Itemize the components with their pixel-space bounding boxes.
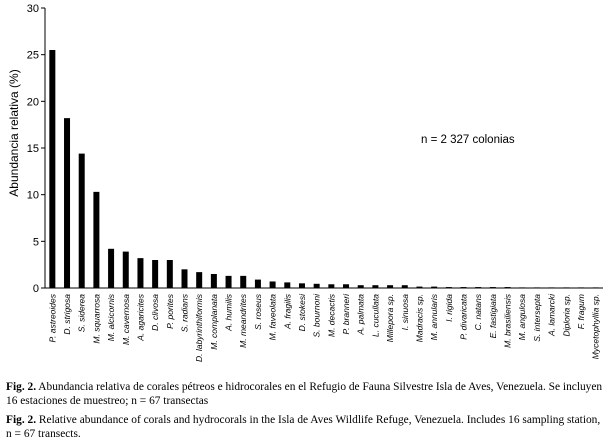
x-tick-label: D. labyrinthiformis <box>194 294 205 363</box>
bar <box>461 287 467 288</box>
x-tick-label: S. roseus <box>252 294 263 330</box>
x-tick-label: D. stokesi <box>296 294 307 332</box>
x-tick-label: M. annularis <box>429 294 440 341</box>
bar <box>416 287 422 288</box>
bar <box>226 276 232 288</box>
caption-spanish-label: Fig. 2. <box>6 381 37 393</box>
bar <box>343 284 349 288</box>
y-tick-label: 20 <box>26 96 39 109</box>
x-tick-label: L. cucullata <box>370 294 381 337</box>
bar <box>563 287 569 288</box>
x-tick-label: S. radians <box>179 294 190 333</box>
caption-english-text: Relative abundance of corals and hydrocorals in the Isla de Aves Wildlife Refuge, Venezuela. Includes 16 sampling station, n = 67 transects. <box>6 414 601 440</box>
x-tick-label: M. brasiliensis <box>502 294 513 348</box>
caption-english-label: Fig. 2. <box>6 414 37 426</box>
bar <box>372 285 378 288</box>
bar <box>314 284 320 288</box>
bar <box>108 249 114 288</box>
bar <box>505 287 511 288</box>
bar <box>167 260 173 288</box>
bar <box>431 287 437 288</box>
x-tick-label: P. divaricata <box>458 294 469 340</box>
x-tick-label: S. bournoni <box>311 294 322 338</box>
x-tick-label: E. fastigiata <box>487 294 498 339</box>
x-tick-label: A. agaricites <box>135 294 146 341</box>
bar <box>270 281 276 288</box>
bar <box>182 269 188 288</box>
x-tick-label: I. rigida <box>443 294 454 322</box>
x-tick-label: I. sinuosa <box>399 294 410 331</box>
x-tick-label: Mycetophyllia sp. <box>590 294 601 360</box>
bar <box>402 285 408 288</box>
x-tick-label: P. porites <box>164 294 175 329</box>
x-tick-label: M. alcicornis <box>106 294 117 342</box>
x-tick-label: A. humilis <box>223 294 234 331</box>
x-tick-label: M. cavernosa <box>120 294 131 346</box>
x-tick-label: Diploria sp. <box>561 294 572 337</box>
x-tick-label: P. branneri <box>341 294 352 335</box>
y-tick-label: 25 <box>26 49 39 62</box>
bar <box>211 274 217 288</box>
x-tick-label: F. fragum <box>575 294 586 330</box>
bar <box>593 287 599 288</box>
bar <box>93 192 99 288</box>
bar <box>519 287 525 288</box>
x-tick-label: M. decactis <box>326 294 337 337</box>
bar <box>49 50 55 288</box>
y-axis-label: Abundancia relativa (%) <box>7 69 21 197</box>
x-tick-label: A. fragilis <box>282 294 293 329</box>
x-tick-label: M. faveolata <box>267 294 278 341</box>
y-tick-label: 15 <box>26 143 39 155</box>
bar <box>240 276 246 288</box>
x-tick-label: Millepora sp. <box>385 294 396 343</box>
bar <box>358 285 364 288</box>
bar <box>255 280 261 288</box>
bar <box>123 252 129 288</box>
bar <box>446 287 452 288</box>
bar <box>490 287 496 288</box>
bar <box>196 272 202 288</box>
bar <box>137 258 143 288</box>
x-tick-label: D. clivosa <box>150 294 161 331</box>
x-tick-label: M. squarrosa <box>91 294 102 344</box>
x-tick-label: P. astreoides <box>47 294 58 343</box>
x-tick-label: S. siderea <box>76 294 87 333</box>
x-tick-label: D. strigosa <box>62 294 73 335</box>
x-tick-label: S. intersepta <box>531 294 542 342</box>
bar <box>387 285 393 288</box>
bar <box>549 287 555 288</box>
bar <box>299 283 305 288</box>
y-tick-label: 0 <box>32 283 39 295</box>
bar <box>534 287 540 288</box>
bar <box>152 260 158 288</box>
caption-spanish <box>6 381 608 408</box>
x-tick-labels <box>47 293 600 362</box>
x-tick-label: M. angulosa <box>517 294 528 341</box>
y-tick-label: 10 <box>26 189 39 202</box>
x-tick-label: M. complanata <box>208 294 219 350</box>
x-tick-label: C. natans <box>473 294 484 331</box>
bar <box>79 154 85 288</box>
caption-spanish-text: Abundancia relativa de corales pétreos e hidrocorales en el Refugio de Fauna Silvestre Isla de Aves, Venezuela. Se incluyen 16 estaciones de muestreo; n = 67 transectas <box>6 381 603 407</box>
bar <box>64 118 70 288</box>
bar <box>475 287 481 288</box>
bar <box>284 282 290 288</box>
x-tick-label: A. lamarcki <box>546 294 557 337</box>
x-tick-label: A. palmata <box>355 294 366 335</box>
caption-english <box>6 414 608 441</box>
sample-size-annotation: n = 2 327 colonias <box>421 134 515 146</box>
y-tick-label: 5 <box>32 236 39 249</box>
x-tick-label: Madracis sp. <box>414 294 425 343</box>
x-tick-label: M. meandrites <box>238 294 249 348</box>
bars <box>49 50 598 288</box>
y-tick-label: 30 <box>26 3 39 15</box>
bar <box>578 287 584 288</box>
bar <box>328 284 334 288</box>
